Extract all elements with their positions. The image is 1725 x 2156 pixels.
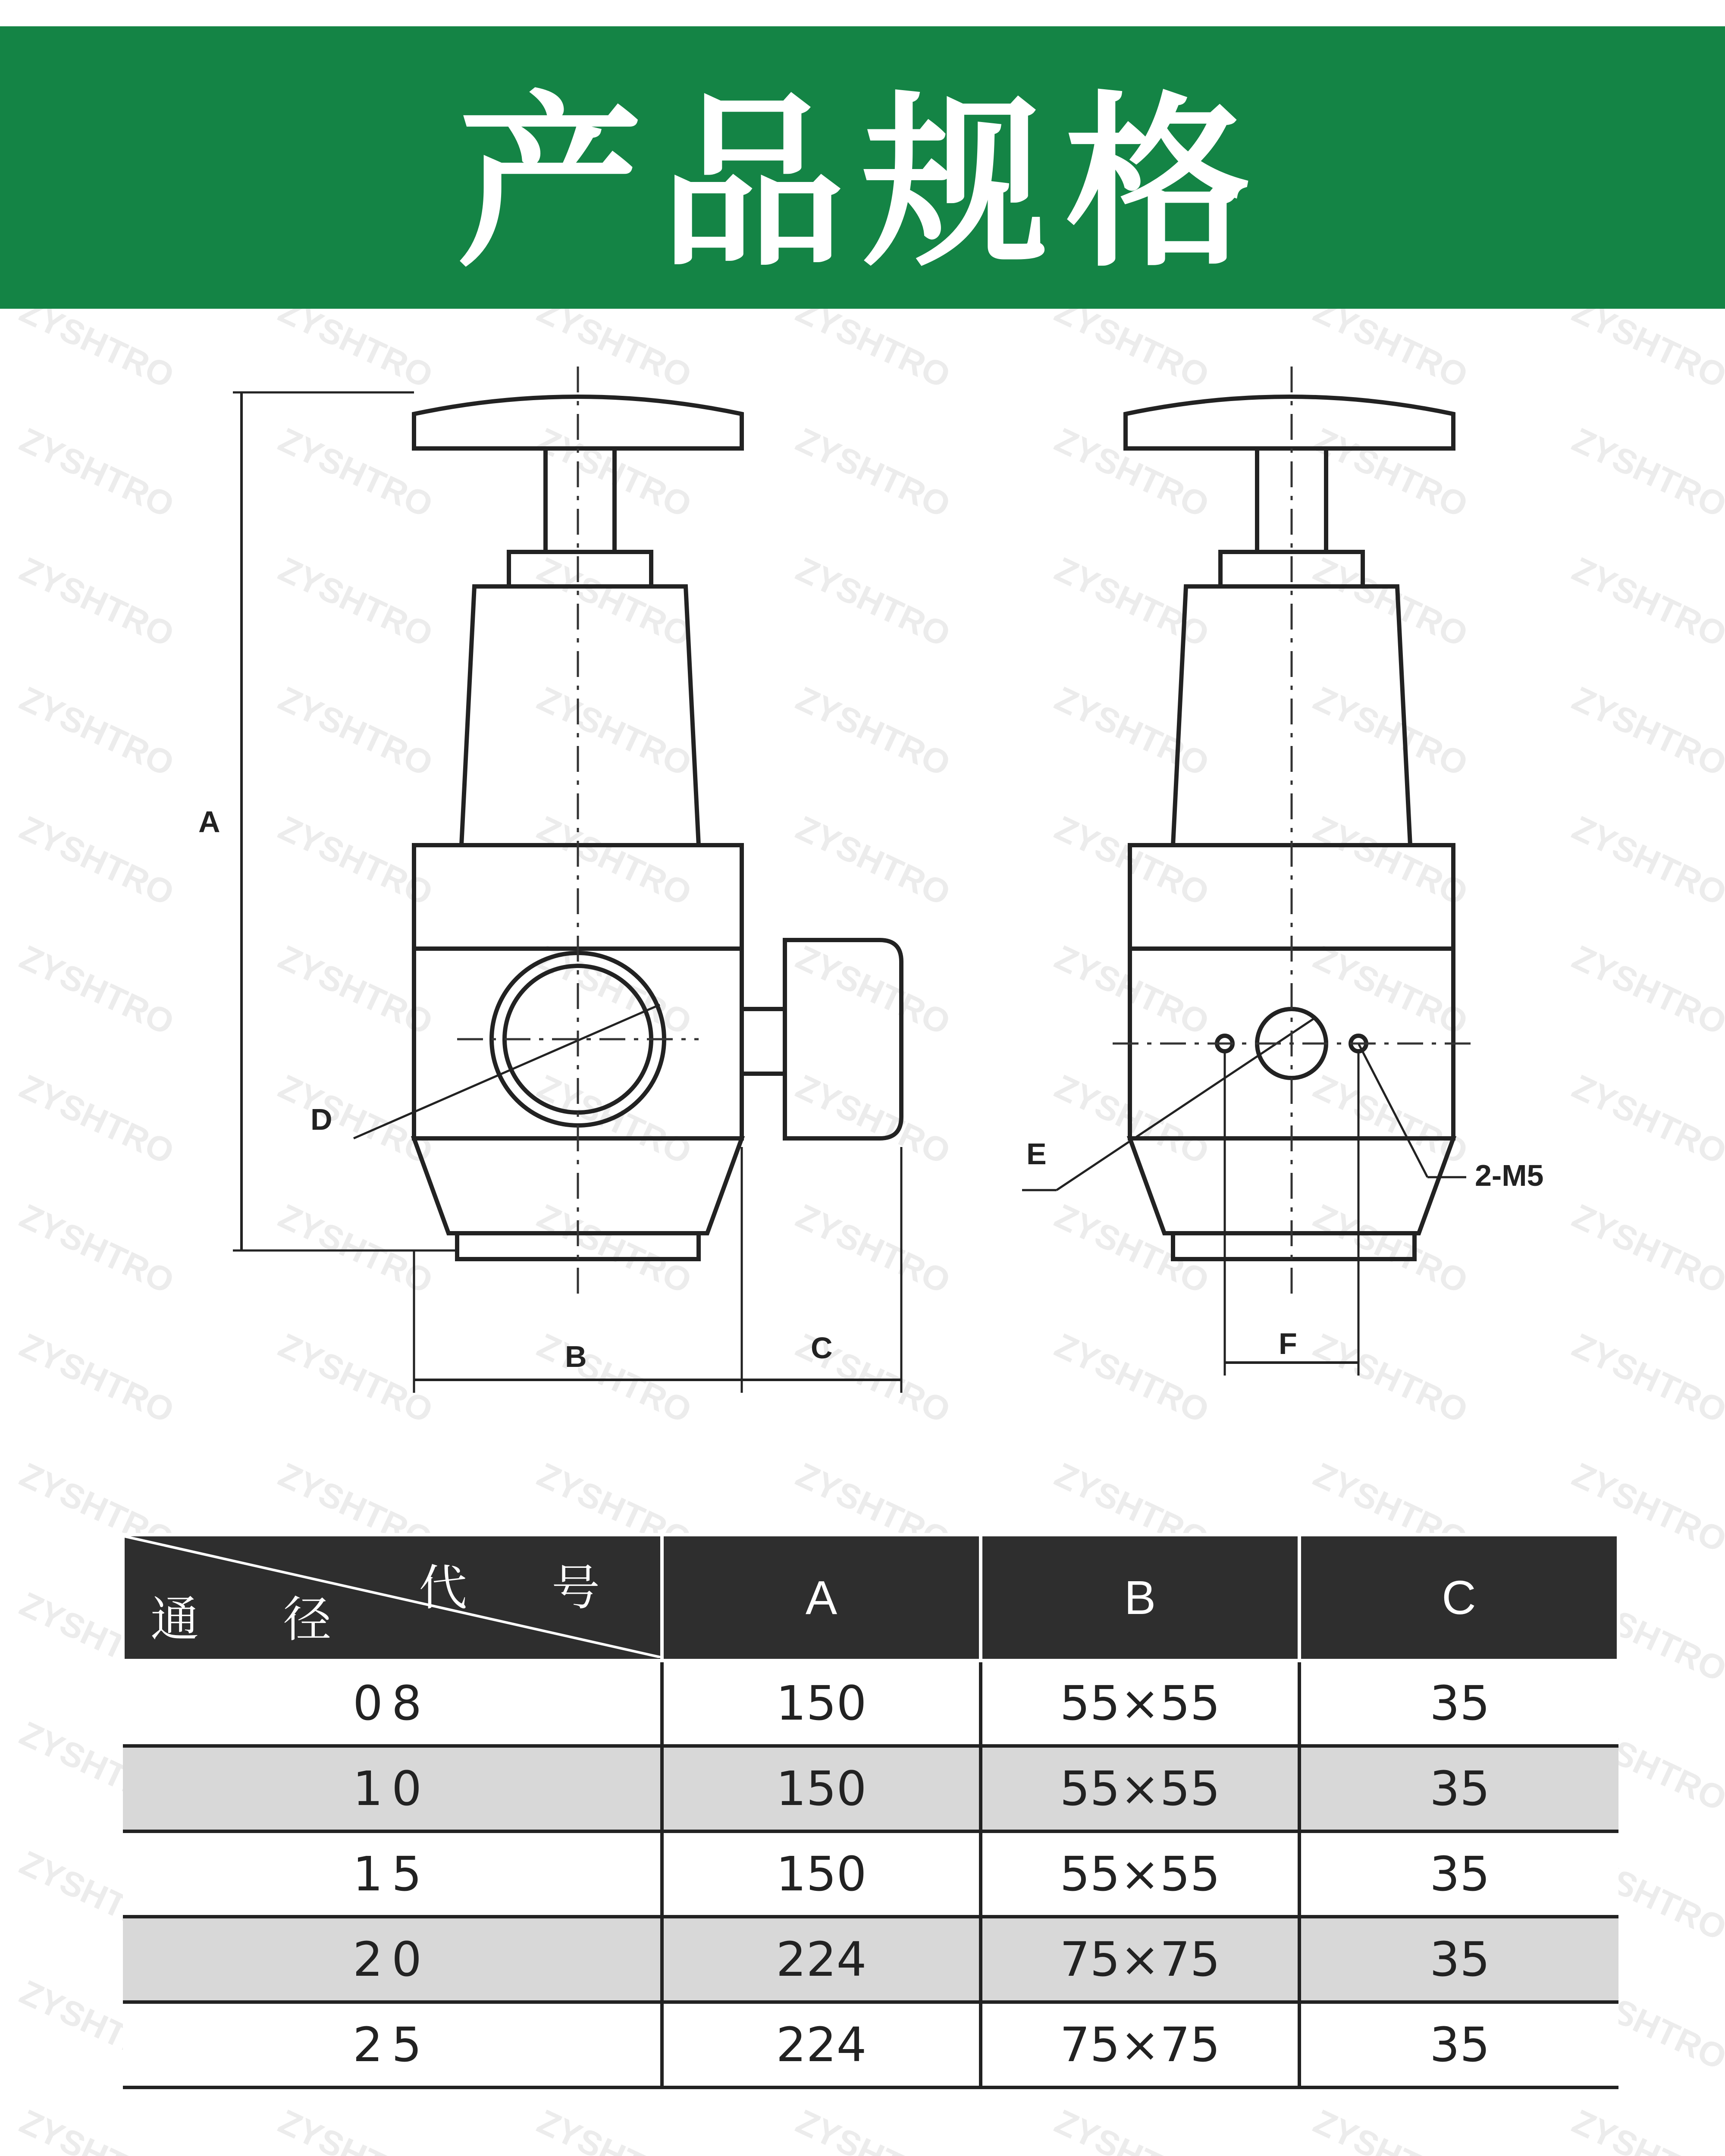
dim-label-e: E	[1026, 1137, 1047, 1171]
dim-label-a: A	[198, 805, 220, 839]
table1-header-size: 通 径	[151, 1592, 366, 1648]
dim-label-f: F	[1279, 1327, 1297, 1360]
header-banner	[0, 26, 1725, 309]
cell-size: 25	[123, 2002, 662, 2087]
cell-b: 55×55	[981, 1661, 1299, 1746]
dim-label-screw: 2-M5	[1475, 1159, 1544, 1192]
cell-b: 75×75	[981, 1917, 1299, 2002]
cell-size: 08	[123, 1661, 662, 1746]
cell-b: 75×75	[981, 2002, 1299, 2087]
cell-size: 20	[123, 1917, 662, 2002]
table1-col-b: B	[981, 1535, 1299, 1661]
table-row	[123, 1831, 1618, 1917]
cell-a: 150	[662, 1661, 981, 1746]
cell-b: 55×55	[981, 1746, 1299, 1831]
cell-c: 35	[1299, 1831, 1618, 1917]
table-row	[123, 2002, 1618, 2087]
table1-col-a: A	[662, 1535, 981, 1661]
cell-size: 10	[123, 1746, 662, 1831]
table-row	[123, 1917, 1618, 2002]
top-technical-drawing	[0, 309, 1725, 1430]
table1-header-code: 代 号	[419, 1560, 634, 1616]
spec-table-dimensions	[121, 1533, 1620, 2089]
cell-a: 224	[662, 2002, 981, 2087]
cell-a: 150	[662, 1831, 981, 1917]
dim-label-c: C	[811, 1331, 833, 1365]
dim-label-b: B	[565, 1340, 587, 1373]
table1-header-diagonal	[123, 1535, 662, 1661]
cell-c: 35	[1299, 1917, 1618, 2002]
dim-label-d: D	[310, 1103, 332, 1136]
page-title: 产品规格	[457, 76, 1268, 292]
cell-b: 55×55	[981, 1831, 1299, 1917]
table-row	[123, 1661, 1618, 1746]
cell-a: 224	[662, 1917, 981, 2002]
cell-c: 35	[1299, 2002, 1618, 2087]
cell-size: 15	[123, 1831, 662, 1917]
cell-c: 35	[1299, 1746, 1618, 1831]
table1-col-c: C	[1299, 1535, 1618, 1661]
cell-a: 150	[662, 1746, 981, 1831]
cell-c: 35	[1299, 1661, 1618, 1746]
table-row	[123, 1746, 1618, 1831]
